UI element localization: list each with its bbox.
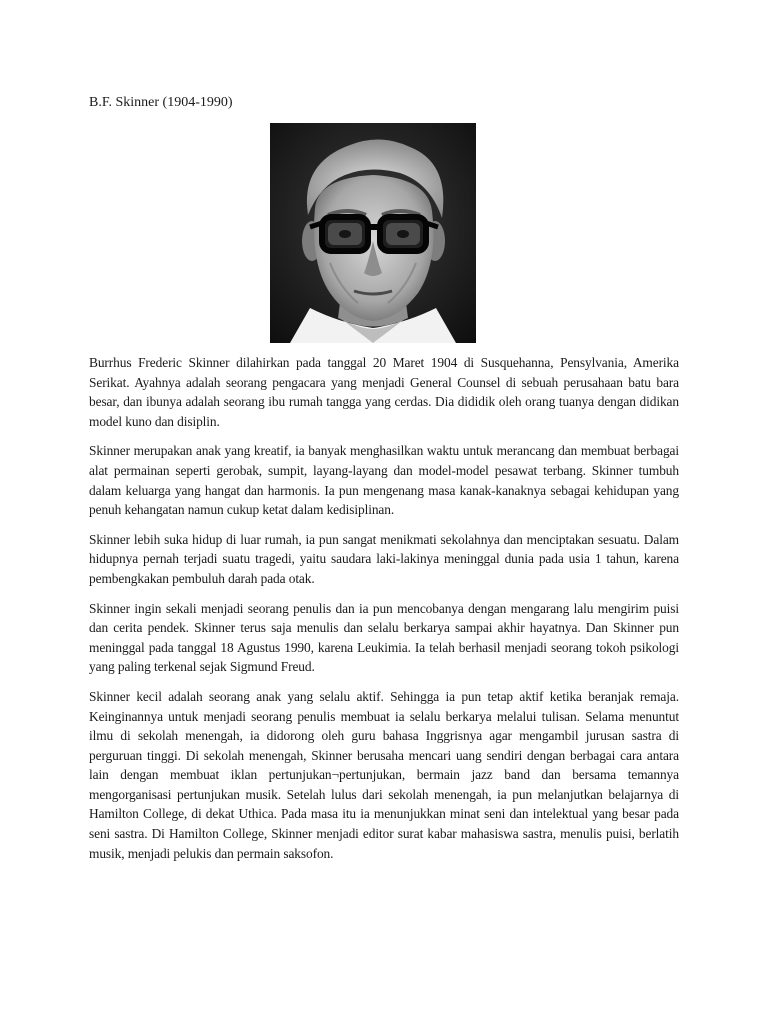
- paragraph-birth: Burrhus Frederic Skinner dilahirkan pada tanggal 20 Maret 1904 di Susquehanna, Pensylvania, Amerika Serikat. Ayahnya adalah seorang pengacara yang menjadi General Counsel di sebuah perusahaan batu bara besar, dan ibunya adalah seorang ibu rumah tangga yang cerdas. Dia dididik oleh orang tuanya dengan didikan model kuno dan disiplin.: [89, 355, 679, 429]
- document-page: [89, 94, 679, 873]
- paragraph-childhood: Skinner merupakan anak yang kreatif, ia banyak menghasilkan waktu untuk merancang dan membuat berbagai alat permainan seperti gerobak, sumpit, layang-layang dan model-model pesawat terbang. Skinner tumbuh dalam keluarga yang hangat dan harmonis. Ia pun mengenang masa kanak-kanaknya sebagai kehidupan yang penuh kehangatan namun cukup ketat dalam kedisiplinan.: [89, 443, 679, 518]
- paragraph-education: Skinner kecil adalah seorang anak yang selalu aktif. Sehingga ia pun tetap aktif ketika beranjak remaja. Keinginannya untuk menjadi seorang penulis membuat ia selalu berkarya melalui tulisan. Selama menuntut ilmu di sekolah menengah, ia didorong oleh guru bahasa Inggrisnya agar mengambil jurusan sastra di perguruan tinggi. Di sekolah menengah, Skinner berusaha mencari uang sendiri dengan berbagai cara antara lain dengan membuat iklan pertunjukan¬pertunjukan, bermain jazz band dan bersama temannya mengorganisasi pertunjukan musik. Setelah lulus dari sekolah menengah, ia pun melanjutkan belajarnya di Hamilton College, di dekat Uthica. Pada masa itu ia menunjukkan minat seni dan intelektual yang besar pada seni sastra. Di Hamilton College, Skinner menjadi editor surat kabar mahasiswa sastra, menulis puisi, berlatih musik, menjadi pelukis dan permain saksofon.: [89, 688, 679, 861]
- paragraph-tragedy: Skinner lebih suka hidup di luar rumah, ia pun sangat menikmati sekolahnya dan menciptakan sesuatu. Dalam hidupnya pernah terjadi suatu tragedi, yaitu saudara laki-lakinya meninggal dunia pada usia 1 tahun, karena pembengkakan pembuluh darah pada otak.: [89, 531, 679, 586]
- portrait-photo: [270, 123, 476, 343]
- paragraph-writer: Skinner ingin sekali menjadi seorang penulis dan ia pun mencobanya dengan mengarang lalu mengirim puisi dan cerita pendek. Skinner terus saja menulis dan selalu berkarya sampai akhir hayatnya. Dan Skinner pun meninggal pada tanggal 18 Agustus 1990, karena Leukimia. Ia telah berhasil menjadi seorang tokoh psikologi yang paling terkenal sejak Sigmund Freud.: [89, 600, 679, 675]
- document-title: B.F. Skinner (1904-1990): [89, 95, 233, 110]
